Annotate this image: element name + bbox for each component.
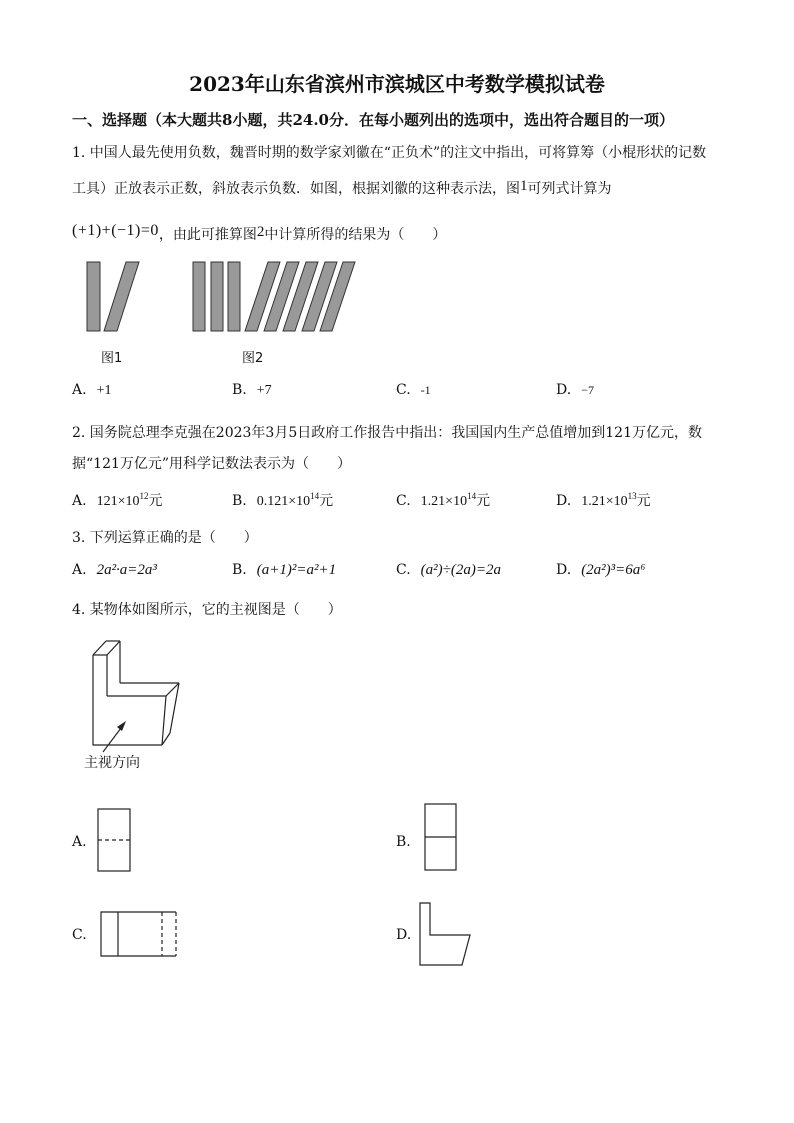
q1-line2-b: 可列式计算为 — [527, 181, 612, 197]
option-c-view — [101, 912, 176, 956]
option-label: B. — [232, 493, 247, 509]
option-label: A. — [72, 493, 87, 509]
option-text: -1 — [420, 383, 431, 397]
option-label: B. — [232, 382, 247, 398]
option-times: ×10 — [605, 494, 628, 509]
page-title: 2023年山东省滨州市滨城区中考数学模拟试卷 — [189, 72, 605, 96]
option-label: A. — [72, 562, 87, 578]
option-exponent: 14 — [467, 491, 477, 501]
option-exponent: 13 — [627, 491, 637, 501]
option-label: C. — [396, 562, 411, 578]
fig2-caption: 图2 — [242, 351, 264, 366]
option-mantissa: 1.21 — [581, 494, 606, 509]
option-unit: 元 — [476, 493, 491, 509]
q4-line1: 4. 某物体如图所示，它的主视图是（ ） — [72, 602, 342, 618]
option-expression: (2a²)³=6a⁶ — [581, 562, 646, 578]
option-exponent: 12 — [139, 491, 149, 501]
option-label: C. — [396, 493, 411, 509]
fig1-caption: 图1 — [101, 351, 123, 366]
option-times: ×10 — [117, 494, 140, 509]
option-label: D. — [556, 493, 572, 509]
section-heading: 一、选择题（本大题共8小题，共24.0分．在每小题列出的选项中，选出符合题目的一项） — [72, 111, 674, 129]
option-mantissa: 121 — [96, 494, 118, 509]
q1-fig-ref-2: 2 — [256, 224, 265, 240]
option-label: A. — [72, 834, 87, 850]
view-direction-label: 主视方向 — [84, 755, 140, 771]
option-label: B. — [396, 834, 411, 850]
option-b-view — [425, 804, 456, 870]
option-expression: (a²)÷(2a)=2a — [420, 562, 502, 578]
option-text: +7 — [256, 383, 272, 398]
q2-line1: 2. 国务院总理李克强在2023年3月5日政府工作报告中指出：我国国内生产总值增加到121万亿元，数 — [72, 425, 702, 441]
q1-fig-ref-1: 1 — [520, 178, 528, 194]
option-expression: (a+1)²=a²+1 — [256, 562, 337, 578]
option-mantissa: 0.121 — [256, 494, 289, 509]
q1-line2-a: 工具）正放表示正数，斜放表示负数．如图，根据刘徽的这种表示法，图 — [72, 181, 520, 197]
option-times: ×10 — [288, 494, 311, 509]
option-expression: 2a²·a=2a³ — [96, 562, 157, 578]
q1-line3-a: ，由此可推算图 — [158, 227, 257, 243]
q3-line1: 3. 下列运算正确的是（ ） — [72, 530, 258, 546]
option-unit: 元 — [148, 493, 163, 509]
option-d-view — [420, 903, 470, 965]
option-text: −7 — [581, 383, 594, 397]
option-unit: 元 — [636, 493, 651, 509]
option-label: D. — [556, 562, 572, 578]
option-label: B. — [232, 562, 247, 578]
option-times: ×10 — [445, 494, 468, 509]
option-exponent: 14 — [310, 491, 320, 501]
option-label: C. — [396, 382, 411, 398]
option-unit: 元 — [319, 493, 334, 509]
q1-line1: 1. 中国人最先使用负数，魏晋时期的数学家刘徽在“正负术”的注文中指出，可将算筹（小棍形状的记数 — [72, 145, 707, 161]
q2-line2: 据“121万亿元”用科学记数法表示为（ ） — [72, 456, 352, 472]
option-label: C. — [72, 927, 87, 943]
option-mantissa: 1.21 — [420, 494, 446, 509]
option-text: +1 — [96, 383, 112, 398]
q1-formula: (+1)+(−1)=0 — [72, 222, 159, 239]
option-a-view — [98, 809, 130, 871]
option-label: A. — [72, 382, 87, 398]
option-label: D. — [556, 382, 572, 398]
option-label: D. — [396, 927, 412, 943]
q1-line3-b: 中计算所得的结果为（ ） — [264, 227, 447, 243]
